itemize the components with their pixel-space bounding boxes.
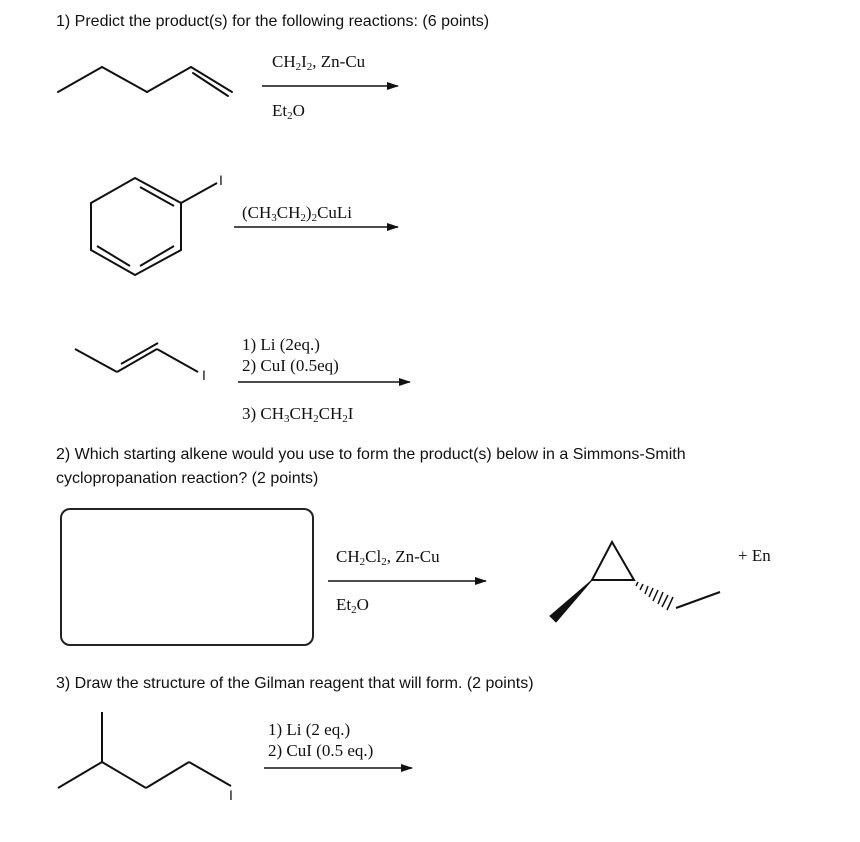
reaction-2-reagent: $(CH_3CH_2)_2CuLi$ (242, 203, 353, 224)
pentene-structure (58, 67, 232, 96)
question-1-prompt: 1) Predict the product(s) for the following reactions: (6 points) (56, 13, 490, 30)
question-3-step-1: 1) Li (2 eq.) (268, 720, 351, 739)
reaction-3-step-3: 3) $CH_3CH_2CH_2I$ (242, 404, 354, 425)
plus-enantiomer-label: + En (738, 546, 771, 565)
reaction-3-step-1: 1) Li (2eq.) (242, 335, 320, 354)
iodoalkane-structure (58, 712, 231, 788)
iodopropene-structure (75, 343, 198, 372)
question-3-prompt: 3) Draw the structure of the Gilman reagent that will form. (2 points) (56, 675, 534, 692)
question-2-prompt-line-2: cyclopropanation reaction? (2 points) (56, 470, 319, 487)
iodobenzene-structure (91, 178, 217, 275)
wedge-bond (550, 580, 592, 622)
question-3-step-2: 2) CuI (0.5 eq.) (268, 741, 374, 760)
reaction-1-reagent-above: $CH_2I_2$, Zn-Cu (272, 52, 366, 73)
iodine-label-3: I (229, 787, 233, 803)
reaction-3-step-2: 2) CuI (0.5eq) (242, 356, 339, 375)
iodine-label-2: I (202, 367, 206, 383)
question-2-reagent-above: $CH_2Cl_2$, Zn-Cu (336, 547, 440, 568)
cyclopropane-product (592, 542, 634, 580)
ethyl-tail-bond (676, 592, 720, 608)
question-2-solvent: $Et_2O$ (336, 595, 369, 616)
iodine-label-1: I (219, 172, 223, 188)
reaction-1-solvent: $Et_2O$ (272, 101, 305, 122)
hashed-bond (636, 582, 673, 610)
question-2-prompt-line-1: 2) Which starting alkene would you use to form the product(s) below in a Simmons-Smith (56, 446, 686, 463)
